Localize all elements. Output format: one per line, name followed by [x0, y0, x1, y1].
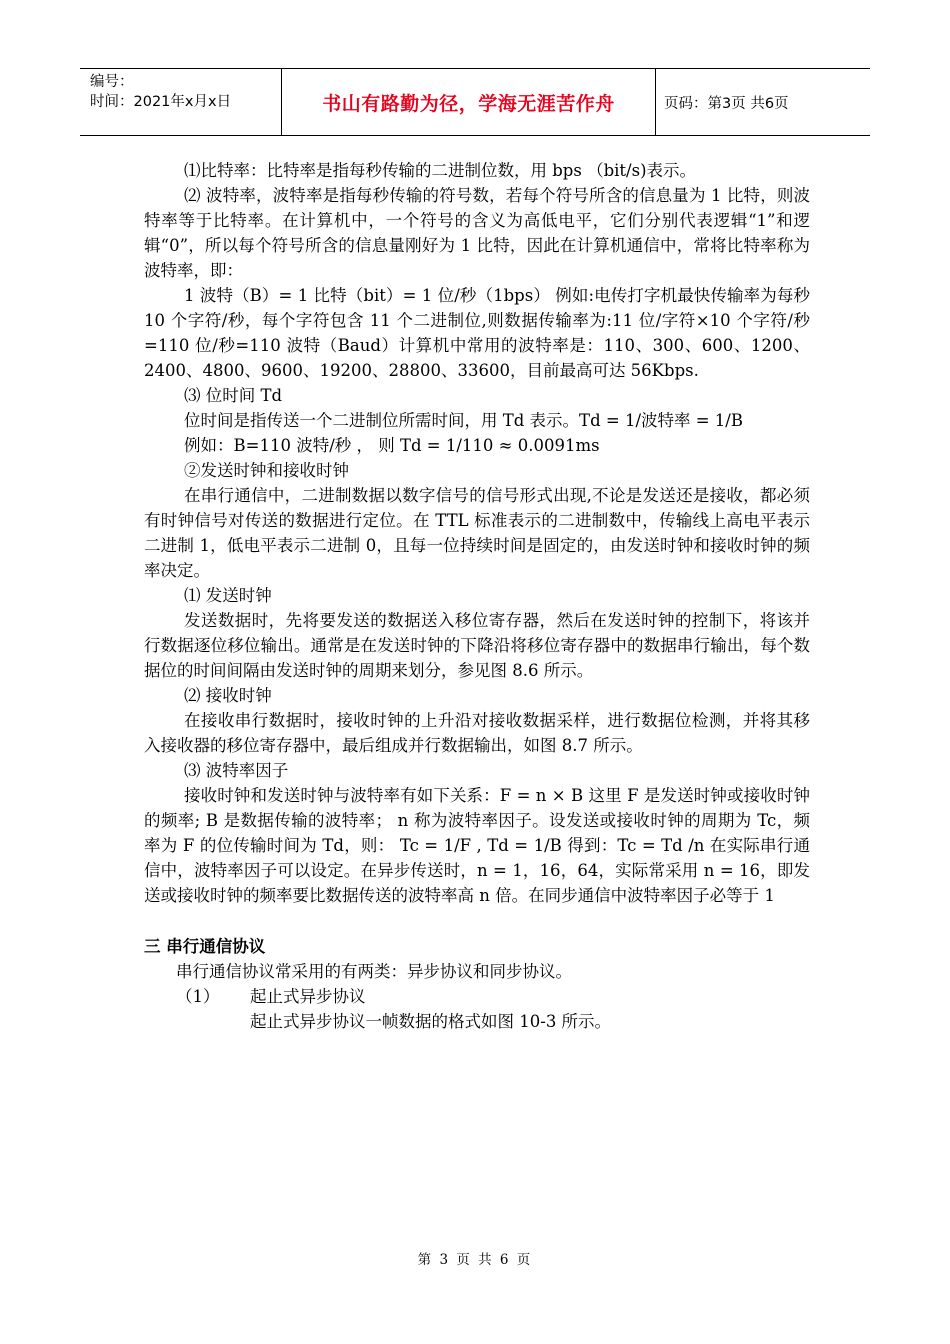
heading-bit-time: ⑶ 位时间 Td — [184, 386, 283, 405]
list-item-async-protocol — [144, 984, 810, 1009]
list-item-number: （1） — [176, 987, 220, 1006]
paragraph-async-frame: 起止式异步协议一帧数据的格式如图 10-3 所示。 — [250, 1012, 612, 1031]
list-item-label: 起止式异步协议 — [250, 987, 366, 1006]
paragraph-receive-clock: 在接收串行数据时，接收时钟的上升沿对接收数据采样，进行数据位检测，并将其移入接收器的移位寄存器中，最后组成并行数据输出，如图 8.7 所示。 — [144, 711, 810, 755]
paragraph-baud-example: 1 波特（B）= 1 比特（bit）= 1 位/秒（1bps） 例如:电传打字机最快传输率为每秒 10 个字符/秒，每个字符包含 11 个二进制位,则数据传输率为:11 位/字符×10 个字符/秒=110 位/秒=110 波特（Baud）计算机中常用的波特率是：110、300、600、1200、2400、4800、9600、19200、28800、33600，目前最高可达 56Kbps. — [144, 286, 810, 380]
heading-receive-clock: ⑵ 接收时钟 — [184, 686, 272, 705]
document-number-label: 编号： — [90, 74, 134, 90]
paragraph-protocol-intro: 串行通信协议常采用的有两类：异步协议和同步协议。 — [176, 962, 572, 981]
paragraph-send-clock: 发送数据时，先将要发送的数据送入移位寄存器，然后在发送时钟的控制下，将该并行数据逐位移位输出。通常是在发送时钟的下降沿将移位寄存器中的数据串行输出，每个数据位的时间间隔由发送时钟的周期来划分，参见图 8.6 所示。 — [144, 611, 810, 680]
heading-baud-factor: ⑶ 波特率因子 — [184, 761, 289, 780]
header-meta-cell — [80, 69, 282, 135]
page-header — [80, 68, 870, 136]
paragraph-clocks: 在串行通信中，二进制数据以数字信号的信号形式出现,不论是发送还是接收，都必须有时钟信号对传送的数据进行定位。在 TTL 标准表示的二进制数中，传输线上高电平表示二进制 1，低电平表示二进制 0，且每一位持续时间是固定的，由发送时钟和接收时钟的频率决定。 — [144, 486, 810, 580]
page-footer: 第 3 页 共 6 页 — [417, 1252, 533, 1268]
document-time-label: 时间：2021年x月x日 — [90, 94, 232, 110]
paragraph-bit-time-def: 位时间是指传送一个二进制位所需时间，用 Td 表示。Td = 1/波特率 = 1/B — [184, 411, 743, 430]
header-page-info: 页码：第3页 共6页 — [664, 95, 789, 112]
document-body — [144, 158, 810, 1034]
paragraph-baud-rate: ⑵ 波特率，波特率是指每秒传输的符号数，若每个符号所含的信息量为 1 比特，则波特率等于比特率。在计算机中，一个符号的含义为高低电平，它们分别代表逻辑“1”和逻辑“0”，所以每个符号所含的信息量刚好为 1 比特，因此在计算机通信中，常将比特率称为波特率，即： — [144, 186, 810, 280]
header-motto: 书山有路勤为径，学海无涯苦作舟 — [282, 69, 656, 135]
heading-clocks: ②发送时钟和接收时钟 — [184, 461, 349, 480]
paragraph-bit-time-example: 例如：B=110 波特/秒 ， 则 Td = 1/110 ≈ 0.0091ms — [184, 436, 600, 455]
heading-send-clock: ⑴ 发送时钟 — [184, 586, 272, 605]
section-title-protocol: 三 串行通信协议 — [144, 937, 266, 956]
paragraph-bit-rate: ⑴比特率：比特率是指每秒传输的二进制位数，用 bps （bit/s)表示。 — [184, 161, 697, 180]
paragraph-baud-factor: 接收时钟和发送时钟与波特率有如下关系：F = n × B 这里 F 是发送时钟或接收时钟的频率; B 是数据传输的波特率； n 称为波特率因子。设发送或接收时钟的周期为 Tc，频率为 F 的位传输时间为 Td，则： Tc = 1/F , Td = 1/B 得到：Tc = Td /n 在实际串行通信中，波特率因子可以设定。在异步传送时，n = 1，16，64，实际常采用 n = 16，即发送或接收时钟的频率要比数据传送的波特率高 n 倍。在同步通信中波特率因子必等于 1 — [144, 786, 810, 905]
